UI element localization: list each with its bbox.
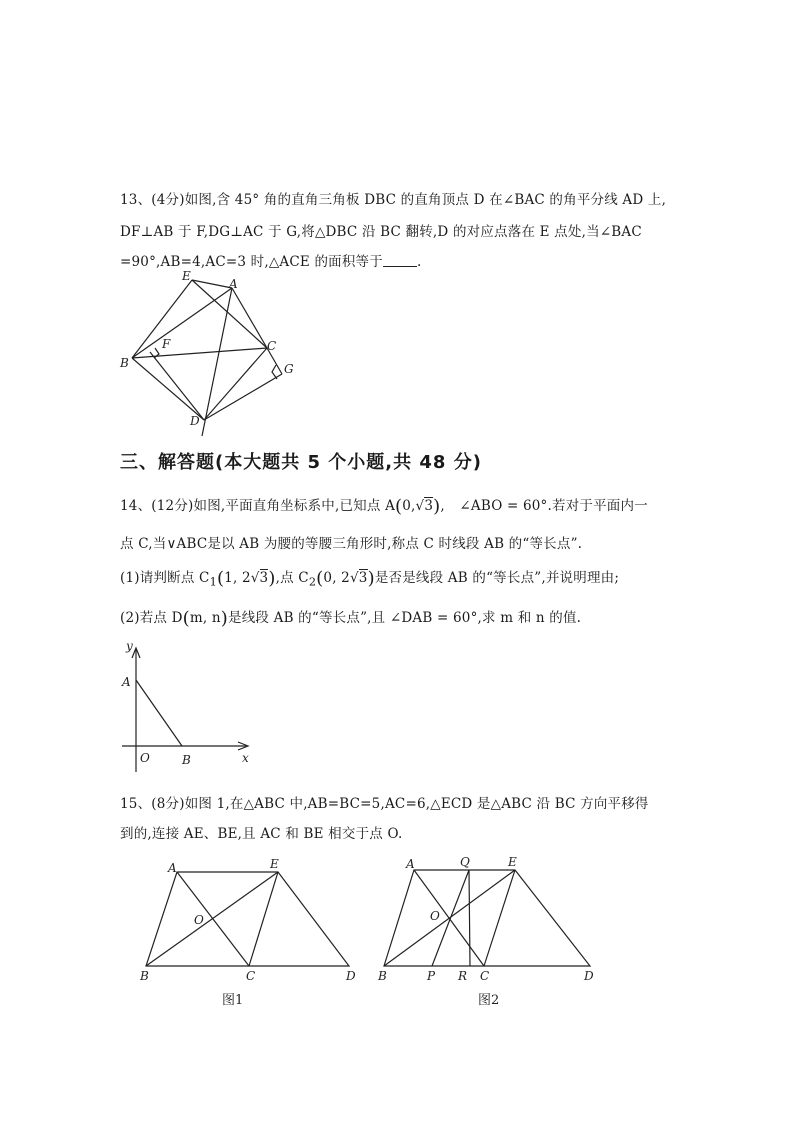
fig2-label-E: E [508,855,517,869]
fig2-seg-EC [484,870,515,966]
fig1-label-D: D [346,969,356,983]
q13-line3 [120,250,421,270]
q14-label-x: x [242,751,249,765]
q14-l2a: 点 C,当 [120,536,167,552]
q14-p1a: 请判断点 [139,570,195,586]
fig1-outline [146,872,349,966]
q13-seg-BC [132,348,267,358]
q14-label-A: A [122,675,131,689]
fig1-seg-BE [146,872,278,966]
q14-l1a: 14、(12分)如图,平面直角坐标系中,已知点 [120,498,381,514]
q15-line1: 15、(8分)如图 1,在△ABC 中,AB=BC=5,AC=6,△ECD 是△ABC 沿 BC 方向平移得 [120,796,649,812]
q14-c2: $C_2(0$, 2√3) [298,568,375,589]
fig2-outline [384,870,590,966]
fig2-label-A: A [406,857,415,871]
fig2-seg-QR [469,870,470,966]
q14-p2a: 若点 [139,610,168,626]
q13-seg-BD [132,358,204,420]
q15-line2: 到的,连接 AE、BE,且 AC 和 BE 相交于点 O. [120,826,403,842]
q15-figure-2 [374,850,604,1010]
q14-p2c: ,求 m 和 n 的值. [477,610,582,626]
q14-label-B: B [182,753,191,767]
fig1-label-O: O [194,913,204,927]
q13-line1: 13、(4分)如图,含 45° 角的直角三角板 DBC 的直角顶点 D 在∠BAC 的角平分线 AD 上, [120,192,667,208]
q14-label-y: y [126,639,133,653]
fig2-seg-BE [384,870,515,966]
q14-l1b: , [440,498,445,514]
q14-l1c: .若对于平面内一 [547,498,648,514]
q14-p2-num: (2) [120,610,140,626]
q14-angle: ∠ABO = 60° [459,498,548,514]
q14-label-O: O [140,751,150,765]
fig1-label-E: E [270,857,279,871]
fig2-label-R: R [458,969,468,983]
q14-pointA: A(0,√3) [385,496,441,517]
fig1-label-B: B [140,969,149,983]
q14-p2b: 是线段 AB 的“等长点”,且 [228,610,386,626]
q14-p1-num: (1) [120,570,140,586]
answer-blank [383,254,417,267]
q13-seg-DF [150,352,204,420]
q13-label-C: C [267,339,277,353]
q13-label-F: F [162,337,171,351]
q14-l2b: 是以 AB 为腰的等腰三角形时,称点 C 时线段 AB 的“等长点”. [207,536,583,552]
q13-seg-AD [202,288,232,436]
q14-d-point: D(m, n) [171,608,229,629]
section-heading: 三、解答题(本大题共 5 个小题,共 48 分) [120,452,482,473]
q14-part2 [120,606,581,629]
q14-c1: $C_1(1$, 2√3) [199,568,276,589]
q13-seg-DG [204,374,282,420]
q13-seg-AC [232,288,267,348]
fig1-seg-EC [249,872,278,966]
q13-seg-CD [204,348,267,420]
q14-triangle: ∨ABC [166,536,208,552]
q14-p1c: 是否是线段 AB 的“等长点”,并说明理由; [374,570,620,586]
fig2-label-B: B [378,969,387,983]
q14-dab: ∠DAB = 60° [389,610,478,626]
q14-line1 [120,494,648,517]
q14-coordinate-figure [118,640,258,776]
fig2-caption: 图2 [478,993,500,1008]
fig2-label-C: C [480,969,490,983]
q13-label-G: G [284,362,294,376]
q13-line3-end: . [416,254,422,270]
q14-p1b: ,点 [275,570,294,586]
fig2-label-O: O [430,909,440,923]
fig1-label-A: A [168,861,177,875]
q14-part1 [120,566,619,589]
fig2-label-Q: Q [460,855,470,869]
q13-line3-text: =90°,AB=4,AC=3 时,△ACE 的面积等于 [120,254,383,270]
q14-line2 [120,532,582,552]
q13-figure [112,268,312,440]
q13-line2: DF⊥AB 于 F,DG⊥AC 于 G,将△DBC 沿 BC 翻转,D 的对应点落在 E 点处,当∠BAC [120,224,642,240]
q15-figure-1 [136,856,366,1010]
q13-seg-EA [192,280,232,288]
q14-seg-AB [136,680,182,746]
fig2-label-D: D [584,969,594,983]
fig1-caption: 图1 [222,993,244,1008]
fig1-label-C: C [246,969,256,983]
q13-label-D: D [190,414,200,428]
q13-seg-BA [132,288,232,358]
q13-label-B: B [120,356,129,370]
q13-label-A: A [229,277,238,291]
fig2-label-P: P [427,969,436,983]
q13-label-E: E [182,269,191,283]
